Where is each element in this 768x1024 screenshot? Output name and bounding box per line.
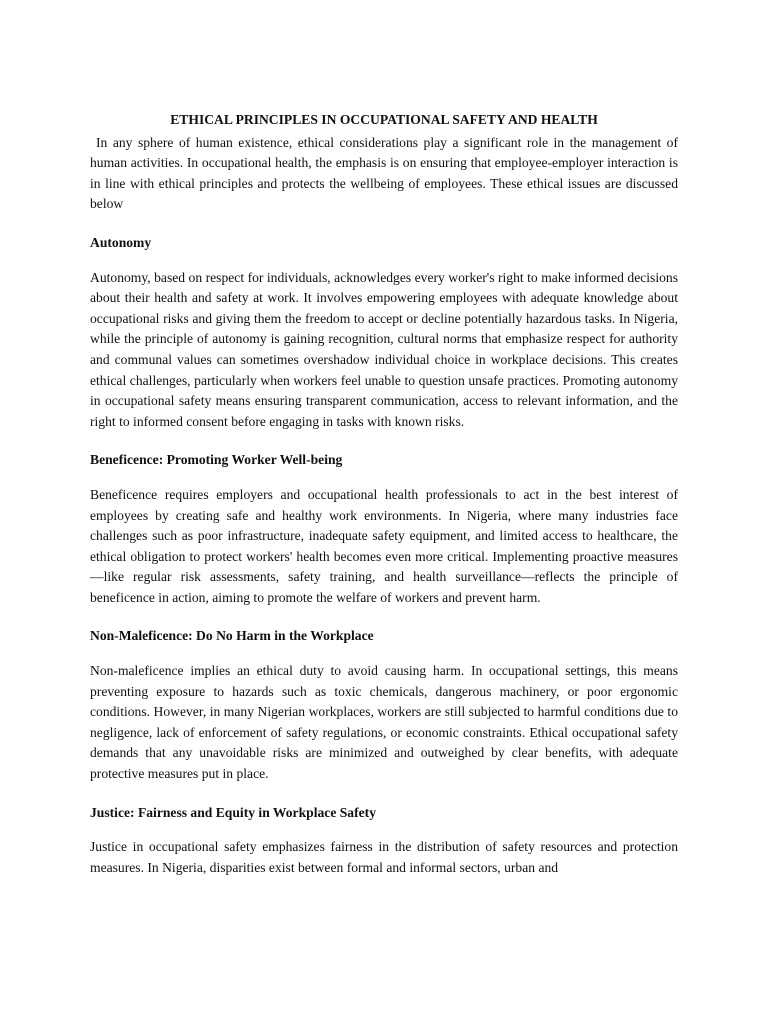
section-heading-justice: Justice: Fairness and Equity in Workplace Safety — [90, 804, 376, 820]
section-body-justice: Justice in occupational safety emphasizes fairness in the distribution of safety resources and protection measures. In Nigeria, disparities exist between formal and informal sectors, urban and — [90, 839, 678, 875]
section-body-beneficence: Beneficence requires employers and occupational health professionals to act in the best interest of employees by creating safe and healthy work environments. In Nigeria, where many industries face challenges such as poor infrastructure, inadequate safety equipment, and limited access to healthcare, the ethical obligation to protect workers' health becomes even more critical. Implementing proactive measures—like regular risk assessments, safety training, and health surveillance—reflects the principle of beneficence in action, aiming to promote the welfare of workers and prevent harm. — [90, 486, 678, 605]
document-title: ETHICAL PRINCIPLES IN OCCUPATIONAL SAFETY AND HEALTH — [170, 112, 598, 127]
section-heading-beneficence: Beneficence: Promoting Worker Well-being — [90, 452, 343, 468]
section-body-autonomy: Autonomy, based on respect for individuals, acknowledges every worker's right to make informed decisions about their health and safety at work. It involves empowering employees with adequate knowledge about occupational risks and giving them the freedom to accept or decline potentially hazardous tasks. In Nigeria, while the principle of autonomy is gaining recognition, cultural norms that emphasize respect for authority and communal values can sometimes overshadow individual choice in workplace decisions. This creates ethical challenges, particularly when workers feel unable to question unsafe practices. Promoting autonomy in occupational safety means ensuring transparent communication, access to relevant information, and the right to informed consent before engaging in tasks with known risks. — [90, 269, 678, 429]
section-heading-autonomy: Autonomy — [90, 234, 152, 250]
section-body-non-maleficence: Non-maleficence implies an ethical duty to avoid causing harm. In occupational settings, this means preventing exposure to hazards such as toxic chemicals, dangerous machinery, or poor ergonomic conditions. However, in many Nigerian workplaces, workers are still subjected to harmful conditions due to negligence, lack of enforcement of safety regulations, or economic constraints. Ethical occupational safety demands that any unavoidable risks are minimized and outweighed by clear benefits, with adequate protective measures put in place. — [90, 663, 678, 782]
intro-paragraph: In any sphere of human existence, ethical considerations play a significant role in the management of human activities. In occupational health, the emphasis is on ensuring that employee-employer interaction is in line with ethical principles and protects the wellbeing of employees. These ethical issues are discussed below — [90, 134, 678, 212]
section-heading-non-maleficence: Non-Maleficence: Do No Harm in the Workplace — [90, 628, 374, 644]
document-page — [90, 110, 678, 878]
